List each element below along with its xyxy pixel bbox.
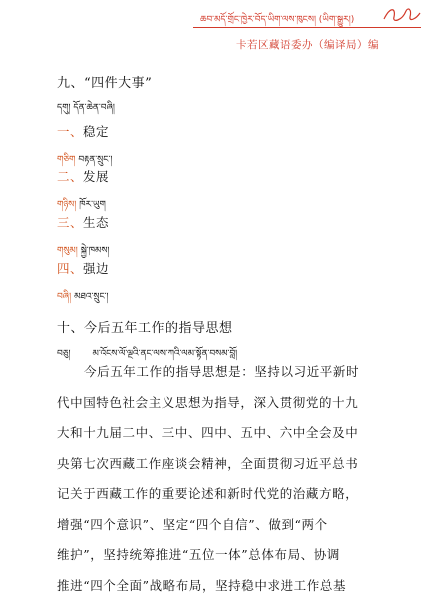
item-2-tibetan-num: གཉིས། (57, 200, 77, 210)
header-tibetan: ཆབ་མདོ་གྲོང་ཁྱེར་བོད་ཡིག་ལས་ཁུངས། (ཡིག་སྒྱུར།) (200, 15, 355, 25)
item-4-label: 强边 (83, 261, 110, 276)
body-line-1: 今后五年工作的指导思想是：坚持以习近平新时 (84, 364, 360, 379)
body-line-2: 代中国特色社会主义思想为指导，深入贯彻党的十九 (57, 395, 359, 410)
item-4-num: 四、 (57, 261, 84, 276)
item-2-label: 发展 (83, 169, 110, 184)
item-2 (57, 167, 109, 185)
item-2-tibetan-label: ཁོར་ཡུག (79, 200, 106, 210)
section9-title-tibetan: དགུ། དོན་ཆེན་བཞི། (57, 103, 115, 113)
item-3 (57, 213, 109, 231)
body-line-7: 维护”，坚持统筹推进“五位一体”总体布局、协调 (57, 547, 340, 562)
item-1 (57, 122, 109, 140)
item-3-label: 生态 (83, 215, 110, 230)
item-3-tibetan-num: གསུམ། (57, 246, 78, 256)
header-office: 卡若区藏语委办（编译局）编 (236, 39, 379, 51)
body-line-3: 大和十九届二中、三中、四中、五中、六中全会及中 (57, 425, 359, 440)
item-4 (57, 259, 109, 277)
body-line-5: 记关于西藏工作的重要论述和新时代党的治藏方略， (57, 486, 359, 501)
item-3-num: 三、 (57, 215, 84, 230)
item-4-tibetan-num: བཞི། (57, 292, 72, 302)
header-divider (193, 27, 421, 28)
section10-tibetan-num: བཅུ། (57, 349, 71, 359)
item-1-num: 一、 (57, 124, 84, 139)
section10-title: 十、今后五年工作的指导思想 (57, 321, 233, 336)
item-4-tibetan-label: མཐའ་སྲུང་། (74, 292, 109, 302)
item-4-tibetan (57, 287, 109, 312)
item-1-tibetan-num: གཅིག (57, 155, 76, 165)
body-line-6: 增强“四个意识”、坚定“四个自信”、做到“两个 (57, 517, 328, 532)
body-line-4: 央第七次西藏工作座谈会精神，全面贯彻习近平总书 (57, 456, 359, 471)
item-1-tibetan-label: བརྟན་སྲུང་། (78, 155, 113, 165)
signature-mark (382, 5, 422, 25)
item-2-num: 二、 (57, 169, 84, 184)
body-line-8: 推进“四个全面”战略布局，坚持稳中求进工作总基 (57, 578, 347, 593)
item-1-label: 稳定 (83, 124, 110, 139)
section9-title: 九、“四件大事” (57, 76, 153, 91)
section10-tibetan-title: མ་འོངས་ལོ་ལྔའི་ནང་ལས་ཀའི་ལམ་སྟོན་བསམ་བློ། (92, 349, 238, 359)
item-3-tibetan-label: སྐྱེ་ཁམས། (80, 246, 110, 256)
